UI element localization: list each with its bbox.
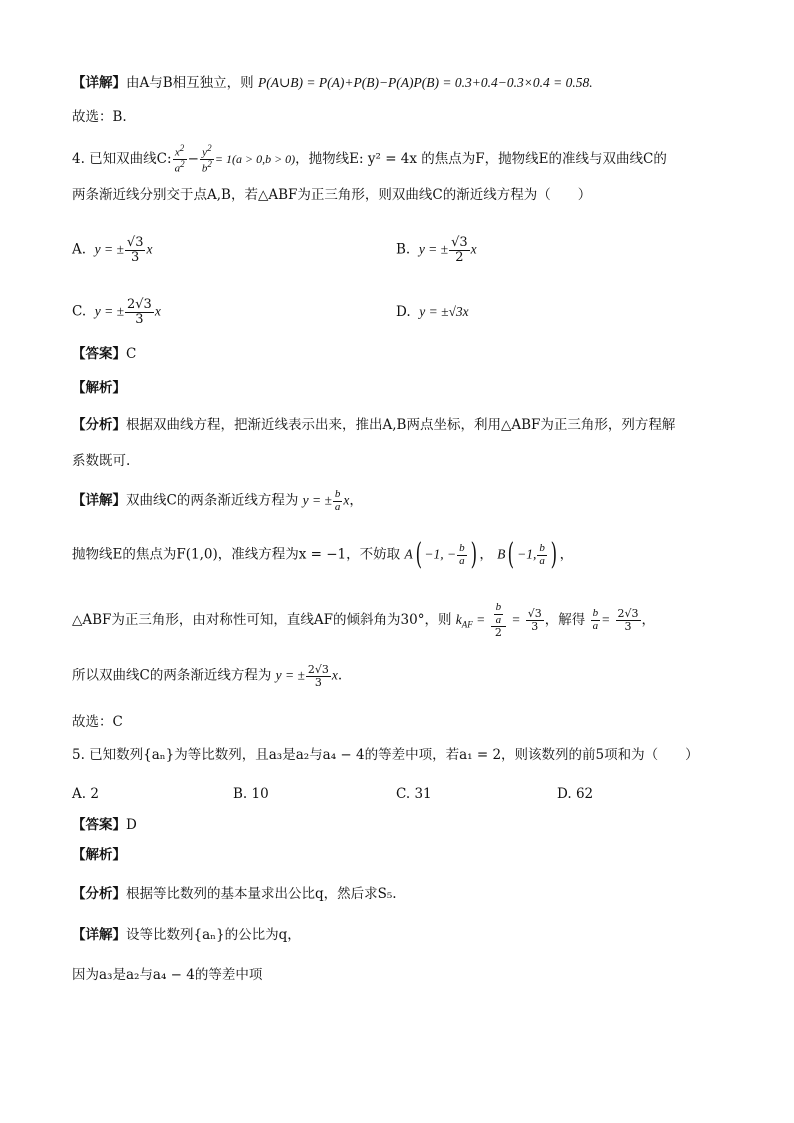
q4-detail-line-1: 【详解】双曲线C的两条渐近线方程为 y = ± $\frac{b}{a}$ x，	[72, 488, 363, 513]
q4-detail-line-2: 抛物线E的焦点为F(1,0)，准线方程为x = −1，不妨取 A( −1, − $\frac{b}{a}$ ) ， B( −1, $\frac{b}{a}$ ) ，	[72, 537, 574, 572]
q5-jiexi-tag: 【解析】	[72, 847, 126, 863]
q5-option-c: C. 31	[396, 786, 432, 802]
q4-stem-line-2: 两条渐近线分别交于点A,B，若△ABF为正三角形，则双曲线C的渐近线方程为（ ）	[72, 187, 592, 203]
probability-formula: P(A∪B) = P(A)+P(B)−P(A)P(B) = 0.3+0.4−0.3×0.4 = 0.58.	[257, 75, 593, 90]
q5-option-b: B. 10	[233, 786, 269, 802]
q4-detail-line-4: 所以双曲线C的两条渐近线方程为 y = ± $\frac{2√3}{3}$ x.	[72, 663, 343, 689]
q4-fenxi-line-2: 系数既可.	[72, 453, 131, 469]
q5-option-a: A. 2	[72, 786, 99, 802]
q5-option-d: D. 62	[557, 786, 594, 802]
choose-line-b: 故选：B.	[72, 109, 127, 125]
q5-fenxi: 【分析】根据等比数列的基本量求出公比q，然后求S₅.	[72, 886, 397, 902]
q4-option-d: D. y = ±√3x	[396, 304, 469, 320]
solution-line-1	[72, 76, 593, 91]
q5-detail-line-1: 【详解】设等比数列{aₙ}的公比为q，	[72, 927, 301, 943]
q4-choose: 故选：C	[72, 714, 123, 730]
q4-answer-line: 【答案】C	[72, 346, 137, 362]
q4-fenxi-line-1: 【分析】根据双曲线方程，把渐近线表示出来，推出A,B两点坐标，利用△ABF为正三角形，列方程解	[72, 417, 676, 433]
q4-jiexi-tag: 【解析】	[72, 380, 126, 396]
detail-text: 由A与B相互独立，则	[126, 75, 254, 91]
q5-detail-line-2: 因为a₃是a₂与a₄ − 4的等差中项	[72, 967, 263, 983]
y2-over-b2: $\frac{y^2}{b^2}$	[201, 143, 212, 175]
x2-over-a2: $\frac{x^2}{a^2}$	[174, 143, 185, 175]
q4-answer: C	[126, 346, 137, 362]
q5-answer: D	[126, 817, 137, 833]
q4-option-b: B. y = ± $\frac{√3}{2}$ x	[396, 235, 477, 265]
q4-option-c: C. y = ± $\frac{2√3}{3}$ x	[72, 297, 161, 327]
q4-detail-line-3: △ABF为正三角形，由对称性可知，直线AF的倾斜角为30°，则 $k_{AF}$ = $\frac{\frac{b}{a}}{2}$ = $\frac{√3}{3}$ ，解得 $\frac{b}{a}$ = $\frac{2√3}{3}$ ，	[72, 601, 656, 640]
q5-answer-line: 【答案】D	[72, 817, 137, 833]
q4-option-a: A. y = ± $\frac{√3}{3}$ x	[72, 235, 153, 265]
q4-stem-line-1: 4. 已知双曲线C: $\frac{x^2}{a^2}$ − $\frac{y^2}{b^2}$ = 1(a > 0,b > 0)，抛物线E: y² = 4x 的焦点为F，抛物线E的准线与双曲线C的	[72, 143, 667, 175]
q5-stem: 5. 已知数列{aₙ}为等比数列，且a₃是a₂与a₄ − 4的等差中项，若a₁ = 2，则该数列的前5项和为（ ）	[72, 747, 699, 763]
detail-tag: 【详解】	[72, 75, 126, 91]
